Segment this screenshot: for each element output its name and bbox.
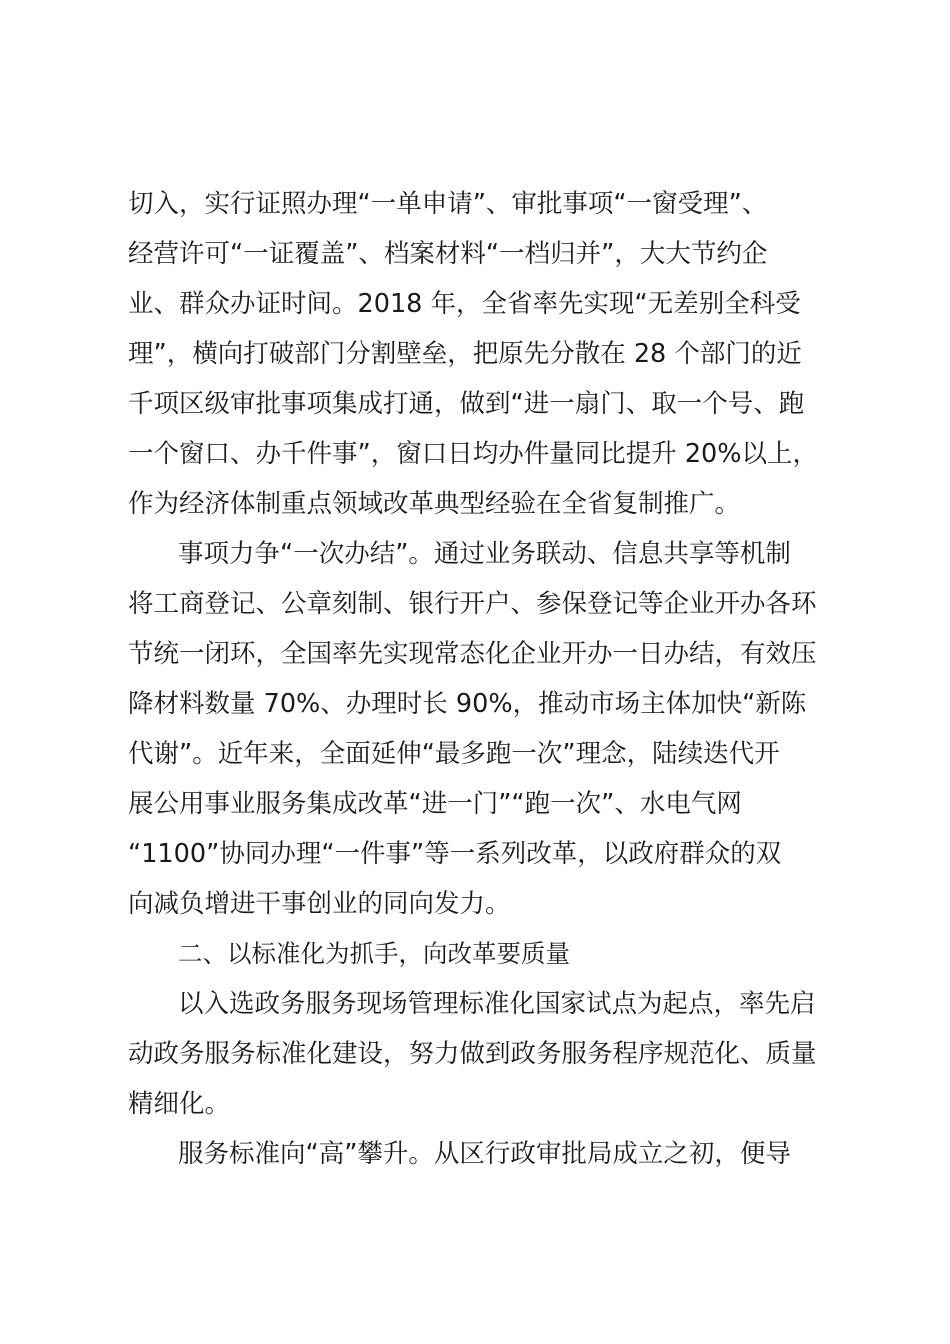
paragraph-line: 千项区级审批事项集成打通，做到“进一扇门、取一个号、跑	[128, 389, 805, 419]
paragraph-line: 降材料数量 70%、办理时长 90%，推动市场主体加快“新陈	[128, 689, 807, 719]
paragraph-line: 节统一闭环，全国率先实现常态化企业开办一日办结，有效压	[128, 639, 817, 669]
paragraph-line: 业、群众办证时间。2018 年，全省率先实现“无差别全科受	[128, 289, 801, 319]
paragraph-line: 代谢”。近年来，全面延伸“最多跑一次”理念，陆续迭代开	[128, 739, 780, 769]
paragraph-line: 以入选政务服务现场管理标准化国家试点为起点，率先启	[178, 989, 816, 1019]
paragraph-line: 向减负增进干事创业的同向发力。	[128, 889, 511, 919]
paragraph-line: 服务标准向“高”攀升。从区行政审批局成立之初，便导	[178, 1139, 791, 1169]
paragraph-line: 展公用事业服务集成改革“进一门”“跑一次”、水电气网	[128, 789, 742, 819]
section-heading: 二、以标准化为抓手，向改革要质量	[178, 939, 570, 968]
paragraph-line: 一个窗口、办千件事”，窗口日均办件量同比提升 20%以上，	[128, 439, 818, 469]
paragraph-line: 事项力争“一次办结”。通过业务联动、信息共享等机制	[178, 539, 791, 569]
paragraph-line: 作为经济体制重点领域改革典型经验在全省复制推广。	[128, 489, 741, 519]
paragraph-line: 精细化。	[128, 1089, 231, 1119]
paragraph-line: 理”，横向打破部门分割壁垒，把原先分散在 28 个部门的近	[128, 339, 802, 369]
paragraph-line: 经营许可“一证覆盖”、档案材料“一档归并”，大大节约企	[128, 239, 768, 269]
paragraph-line: 将工商登记、公章刻制、银行开户、参保登记等企业开办各环	[128, 589, 817, 619]
paragraph-line: “1100”协同办理“一件事”等一系列改革，以政府群众的双	[128, 839, 782, 869]
paragraph-line: 动政务服务标准化建设，努力做到政务服务程序规范化、质量	[128, 1039, 817, 1069]
paragraph-line: 切入，实行证照办理“一单申请”、审批事项“一窗受理”、	[128, 189, 768, 219]
